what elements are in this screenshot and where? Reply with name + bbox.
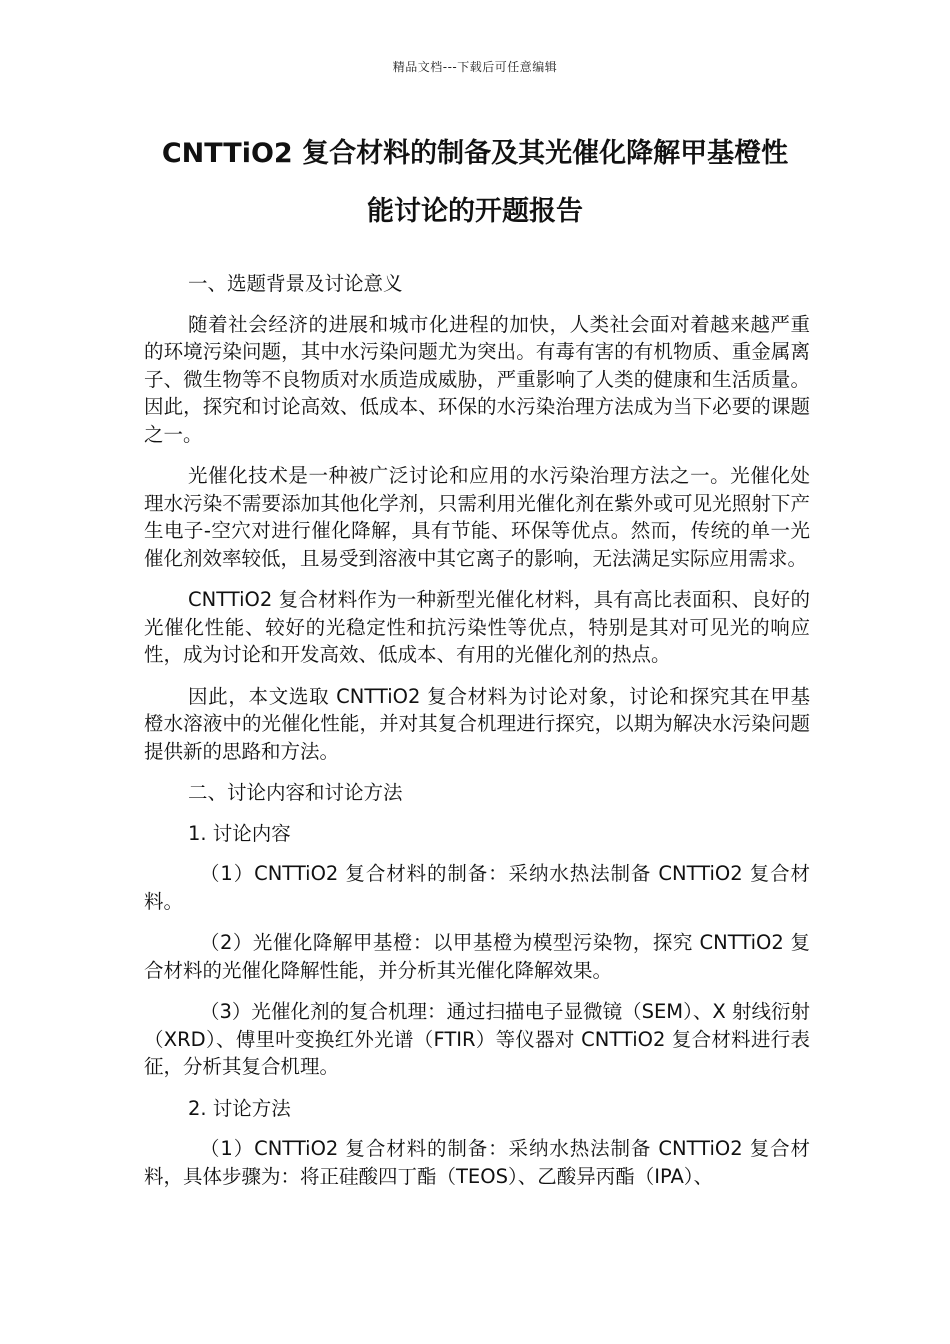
header-note: 精品文档---下载后可任意编辑	[392, 60, 558, 74]
section-1-paragraph-2: 光催化技术是一种被广泛讨论和应用的水污染治理方法之一。光催化处理水污染不需要添加其他化学剂，只需利用光催化剂在紫外或可见光照射下产生电子-空穴对进行催化降解，具有节能、环保等优点。然而，传统的单一光催化剂效率较低，且易受到溶液中其它离子的影响，无法满足实际应用需求。	[144, 464, 810, 570]
section-2-method-1: （1）CNTTiO2 复合材料的制备：采纳水热法制备 CNTTiO2 复合材料，具体步骤为：将正硅酸四丁酯（TEOS）、乙酸异丙酯（IPA）、	[144, 1137, 810, 1188]
section-2-item-1: （1）CNTTiO2 复合材料的制备：采纳水热法制备 CNTTiO2 复合材料。	[144, 862, 810, 913]
section-1-paragraph-3: CNTTiO2 复合材料作为一种新型光催化材料，具有高比表面积、良好的光催化性能、较好的光稳定性和抗污染性等优点，特别是其对可见光的响应性，成为讨论和开发高效、低成本、有用的光催化剂的热点。	[144, 588, 810, 666]
section-2-subheading-1: 1. 讨论内容	[188, 821, 291, 845]
title-line-2: 能讨论的开题报告	[367, 196, 583, 227]
section-2-subheading-2: 2. 讨论方法	[188, 1096, 291, 1120]
section-2-item-3: （3）光催化剂的复合机理：通过扫描电子显微镜（SEM）、X 射线衍射（XRD）、傅里叶变换红外光谱（FTIR）等仪器对 CNTTiO2 复合材料进行表征，分析其复合机理。	[144, 1000, 810, 1078]
section-1-paragraph-1: 随着社会经济的进展和城市化进程的加快，人类社会面对着越来越严重的环境污染问题，其中水污染问题尤为突出。有毒有害的有机物质、重金属离子、微生物等不良物质对水质造成威胁，严重影响了人类的健康和生活质量。因此，探究和讨论高效、低成本、环保的水污染治理方法成为当下必要的课题之一。	[144, 312, 810, 446]
section-2-item-2: （2）光催化降解甲基橙：以甲基橙为模型污染物，探究 CNTTiO2 复合材料的光催化降解性能，并分析其光催化降解效果。	[144, 931, 810, 982]
section-1-paragraph-4: 因此，本文选取 CNTTiO2 复合材料为讨论对象，讨论和探究其在甲基橙水溶液中的光催化性能，并对其复合机理进行探究，以期为解决水污染问题提供新的思路和方法。	[144, 684, 810, 763]
title-line-1: CNTTiO2 复合材料的制备及其光催化降解甲基橙性	[161, 138, 789, 169]
document-body	[144, 270, 810, 1204]
section-1-heading: 一、选题背景及讨论意义	[188, 272, 403, 295]
section-2-heading: 二、讨论内容和讨论方法	[188, 781, 403, 804]
